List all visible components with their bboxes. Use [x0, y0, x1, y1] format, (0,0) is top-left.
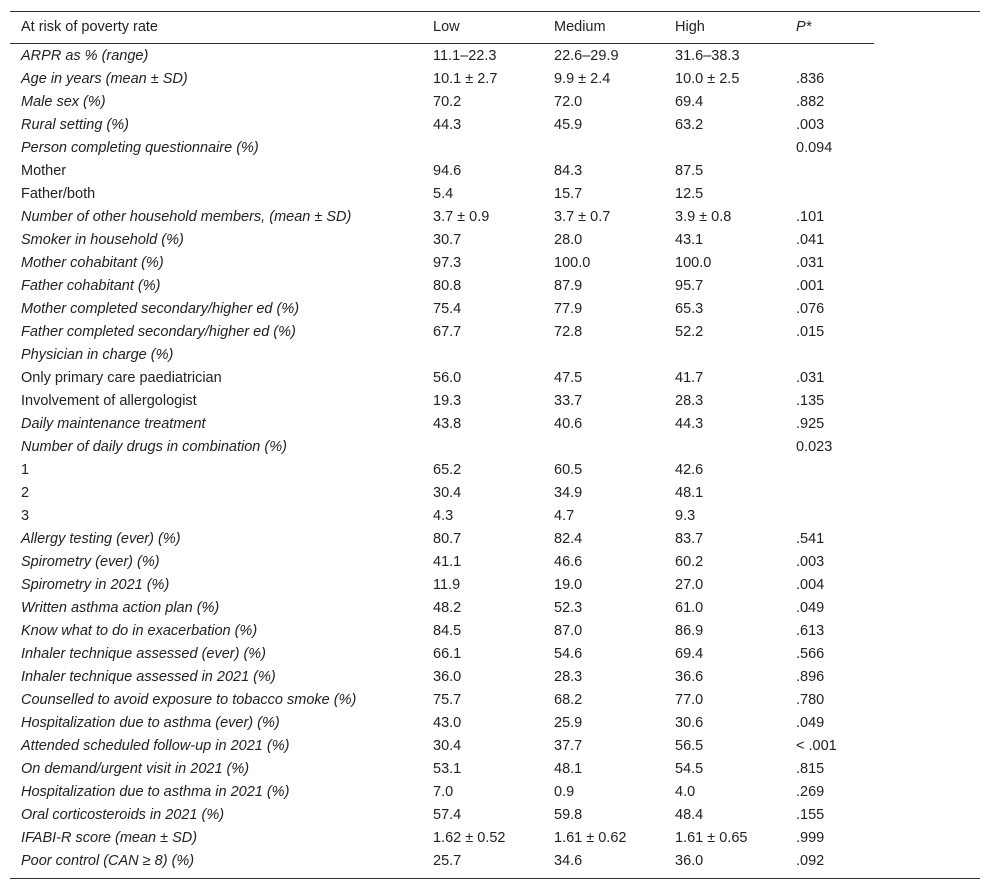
high-value: 3.9 ± 0.8 — [675, 209, 732, 225]
high-value: 60.2 — [675, 554, 704, 570]
p-value: .135 — [796, 393, 825, 409]
medium-value: 0.9 — [554, 784, 575, 800]
medium-value: 1.61 ± 0.62 — [554, 830, 627, 846]
table-row — [0, 689, 992, 712]
row-label: Number of daily drugs in combination (%) — [21, 439, 287, 455]
table-row — [0, 574, 992, 597]
high-value: 87.5 — [675, 163, 704, 179]
table-row — [0, 252, 992, 275]
table-row — [0, 137, 992, 160]
p-value: .031 — [796, 255, 825, 271]
row-label: Only primary care paediatrician — [21, 370, 222, 386]
table-row — [0, 850, 992, 873]
p-value: .092 — [796, 853, 825, 869]
medium-value: 34.9 — [554, 485, 583, 501]
medium-value: 25.9 — [554, 715, 583, 731]
row-label: Father completed secondary/higher ed (%) — [21, 324, 296, 340]
low-value: 1.62 ± 0.52 — [433, 830, 506, 846]
row-label: Mother completed secondary/higher ed (%) — [21, 301, 300, 317]
low-value: 5.4 — [433, 186, 454, 202]
high-value: 30.6 — [675, 715, 704, 731]
header-cell-p-value: P* — [796, 19, 812, 35]
low-value: 75.4 — [433, 301, 462, 317]
row-label: Smoker in household (%) — [21, 232, 184, 248]
low-value: 94.6 — [433, 163, 462, 179]
p-value: .004 — [796, 577, 825, 593]
header-cell-low: Low — [433, 19, 460, 35]
row-label: Allergy testing (ever) (%) — [21, 531, 181, 547]
high-value: 36.0 — [675, 853, 704, 869]
row-label: 2 — [21, 485, 30, 501]
row-label: Written asthma action plan (%) — [21, 600, 220, 616]
p-value: .925 — [796, 416, 825, 432]
high-value: 44.3 — [675, 416, 704, 432]
medium-value: 84.3 — [554, 163, 583, 179]
low-value: 36.0 — [433, 669, 462, 685]
medium-value: 45.9 — [554, 117, 583, 133]
table-row — [0, 344, 992, 367]
high-value: 56.5 — [675, 738, 704, 754]
low-value: 44.3 — [433, 117, 462, 133]
row-label: Hospitalization due to asthma in 2021 (%) — [21, 784, 290, 800]
high-value: 12.5 — [675, 186, 704, 202]
table-row — [0, 183, 992, 206]
medium-value: 28.0 — [554, 232, 583, 248]
p-value: 0.023 — [796, 439, 833, 455]
medium-value: 15.7 — [554, 186, 583, 202]
medium-value: 4.7 — [554, 508, 575, 524]
table-row — [0, 206, 992, 229]
low-value: 97.3 — [433, 255, 462, 271]
row-label: Male sex (%) — [21, 94, 106, 110]
medium-value: 72.0 — [554, 94, 583, 110]
p-value: .015 — [796, 324, 825, 340]
medium-value: 72.8 — [554, 324, 583, 340]
high-value: 69.4 — [675, 94, 704, 110]
medium-value: 40.6 — [554, 416, 583, 432]
low-value: 4.3 — [433, 508, 454, 524]
table-row — [0, 114, 992, 137]
row-label: On demand/urgent visit in 2021 (%) — [21, 761, 250, 777]
p-value: .780 — [796, 692, 825, 708]
high-value: 42.6 — [675, 462, 704, 478]
table-row — [0, 298, 992, 321]
table-row — [0, 597, 992, 620]
p-value: .541 — [796, 531, 825, 547]
p-value: .269 — [796, 784, 825, 800]
table-row — [0, 781, 992, 804]
p-value: .001 — [796, 278, 825, 294]
row-label: Father/both — [21, 186, 96, 202]
p-value: .049 — [796, 600, 825, 616]
high-value: 9.3 — [675, 508, 696, 524]
table-header-rule — [10, 43, 874, 44]
medium-value: 87.0 — [554, 623, 583, 639]
row-label: IFABI-R score (mean ± SD) — [21, 830, 198, 846]
high-value: 41.7 — [675, 370, 704, 386]
high-value: 10.0 ± 2.5 — [675, 71, 740, 87]
row-label: Involvement of allergologist — [21, 393, 197, 409]
high-value: 54.5 — [675, 761, 704, 777]
medium-value: 100.0 — [554, 255, 591, 271]
row-label: Father cohabitant (%) — [21, 278, 161, 294]
low-value: 30.4 — [433, 485, 462, 501]
high-value: 83.7 — [675, 531, 704, 547]
high-value: 65.3 — [675, 301, 704, 317]
medium-value: 33.7 — [554, 393, 583, 409]
high-value: 61.0 — [675, 600, 704, 616]
p-value: .836 — [796, 71, 825, 87]
row-label: Age in years (mean ± SD) — [21, 71, 188, 87]
p-value: .003 — [796, 554, 825, 570]
medium-value: 87.9 — [554, 278, 583, 294]
p-value: .003 — [796, 117, 825, 133]
p-value: .041 — [796, 232, 825, 248]
high-value: 69.4 — [675, 646, 704, 662]
p-value: .999 — [796, 830, 825, 846]
low-value: 10.1 ± 2.7 — [433, 71, 498, 87]
low-value: 53.1 — [433, 761, 462, 777]
high-value: 27.0 — [675, 577, 704, 593]
medium-value: 59.8 — [554, 807, 583, 823]
row-label: Physician in charge (%) — [21, 347, 174, 363]
medium-value: 46.6 — [554, 554, 583, 570]
medium-value: 28.3 — [554, 669, 583, 685]
low-value: 11.1–22.3 — [433, 48, 497, 64]
medium-value: 9.9 ± 2.4 — [554, 71, 611, 87]
low-value: 7.0 — [433, 784, 454, 800]
high-value: 36.6 — [675, 669, 704, 685]
low-value: 30.7 — [433, 232, 462, 248]
table-row — [0, 229, 992, 252]
row-label: Oral corticosteroids in 2021 (%) — [21, 807, 225, 823]
row-label: 3 — [21, 508, 30, 524]
low-value: 56.0 — [433, 370, 462, 386]
low-value: 43.8 — [433, 416, 462, 432]
low-value: 19.3 — [433, 393, 462, 409]
low-value: 25.7 — [433, 853, 462, 869]
p-value: < .001 — [796, 738, 837, 754]
table-row — [0, 712, 992, 735]
p-value: .613 — [796, 623, 825, 639]
row-label: Spirometry in 2021 (%) — [21, 577, 170, 593]
medium-value: 54.6 — [554, 646, 583, 662]
table-bottom-rule — [10, 878, 980, 879]
table-row — [0, 827, 992, 850]
table-row — [0, 528, 992, 551]
high-value: 63.2 — [675, 117, 704, 133]
row-label: Inhaler technique assessed in 2021 (%) — [21, 669, 276, 685]
row-label: Hospitalization due to asthma (ever) (%) — [21, 715, 280, 731]
row-label: Know what to do in exacerbation (%) — [21, 623, 258, 639]
high-value: 31.6–38.3 — [675, 48, 740, 64]
medium-value: 37.7 — [554, 738, 583, 754]
low-value: 41.1 — [433, 554, 462, 570]
low-value: 30.4 — [433, 738, 462, 754]
table-row — [0, 620, 992, 643]
row-label: Poor control (CAN ≥ 8) (%) — [21, 853, 195, 869]
table-row — [0, 804, 992, 827]
table-row — [0, 666, 992, 689]
low-value: 80.7 — [433, 531, 462, 547]
row-label: 1 — [21, 462, 30, 478]
low-value: 67.7 — [433, 324, 462, 340]
row-label: Mother cohabitant (%) — [21, 255, 164, 271]
row-label: Daily maintenance treatment — [21, 416, 206, 432]
p-value: .076 — [796, 301, 825, 317]
high-value: 48.4 — [675, 807, 704, 823]
row-label: Number of other household members, (mean ± SD) — [21, 209, 352, 225]
table-row — [0, 436, 992, 459]
low-value: 84.5 — [433, 623, 462, 639]
medium-value: 77.9 — [554, 301, 583, 317]
high-value: 52.2 — [675, 324, 704, 340]
row-label: Counselled to avoid exposure to tobacco smoke (%) — [21, 692, 357, 708]
p-value: 0.094 — [796, 140, 833, 156]
high-value: 95.7 — [675, 278, 704, 294]
table-row — [0, 505, 992, 528]
high-value: 77.0 — [675, 692, 704, 708]
table-row — [0, 91, 992, 114]
high-value: 86.9 — [675, 623, 704, 639]
medium-value: 19.0 — [554, 577, 583, 593]
p-value: .101 — [796, 209, 825, 225]
high-value: 43.1 — [675, 232, 704, 248]
table-header-row — [0, 16, 992, 39]
table-row — [0, 68, 992, 91]
table-row — [0, 160, 992, 183]
table-row — [0, 482, 992, 505]
table-row — [0, 390, 992, 413]
p-value: .031 — [796, 370, 825, 386]
row-label: Attended scheduled follow-up in 2021 (%) — [21, 738, 290, 754]
header-cell-high: High — [675, 19, 705, 35]
p-value: .155 — [796, 807, 825, 823]
p-value: .815 — [796, 761, 825, 777]
high-value: 4.0 — [675, 784, 696, 800]
high-value: 48.1 — [675, 485, 704, 501]
high-value: 28.3 — [675, 393, 704, 409]
low-value: 65.2 — [433, 462, 462, 478]
low-value: 75.7 — [433, 692, 462, 708]
table-row — [0, 551, 992, 574]
table-row — [0, 643, 992, 666]
p-value: .049 — [796, 715, 825, 731]
low-value: 3.7 ± 0.9 — [433, 209, 490, 225]
row-label: Inhaler technique assessed (ever) (%) — [21, 646, 267, 662]
table-row — [0, 45, 992, 68]
row-label: ARPR as % (range) — [21, 48, 149, 64]
header-cell-label: At risk of poverty rate — [21, 19, 158, 35]
medium-value: 52.3 — [554, 600, 583, 616]
medium-value: 60.5 — [554, 462, 583, 478]
table-top-rule — [10, 11, 980, 12]
table-row — [0, 275, 992, 298]
table-row — [0, 413, 992, 436]
medium-value: 48.1 — [554, 761, 583, 777]
medium-value: 3.7 ± 0.7 — [554, 209, 611, 225]
medium-value: 82.4 — [554, 531, 583, 547]
medium-value: 68.2 — [554, 692, 583, 708]
low-value: 57.4 — [433, 807, 462, 823]
table-row — [0, 758, 992, 781]
low-value: 70.2 — [433, 94, 462, 110]
table-row — [0, 367, 992, 390]
low-value: 66.1 — [433, 646, 462, 662]
medium-value: 47.5 — [554, 370, 583, 386]
p-value: .566 — [796, 646, 825, 662]
table-row — [0, 321, 992, 344]
row-label: Person completing questionnaire (%) — [21, 140, 259, 156]
p-value: .882 — [796, 94, 825, 110]
medium-value: 22.6–29.9 — [554, 48, 619, 64]
low-value: 43.0 — [433, 715, 462, 731]
row-label: Spirometry (ever) (%) — [21, 554, 160, 570]
row-label: Rural setting (%) — [21, 117, 129, 133]
row-label: Mother — [21, 163, 67, 179]
low-value: 11.9 — [433, 577, 461, 593]
medium-value: 34.6 — [554, 853, 583, 869]
low-value: 80.8 — [433, 278, 462, 294]
high-value: 1.61 ± 0.65 — [675, 830, 748, 846]
header-cell-medium: Medium — [554, 19, 606, 35]
table-row — [0, 735, 992, 758]
high-value: 100.0 — [675, 255, 712, 271]
table-row — [0, 459, 992, 482]
p-value: .896 — [796, 669, 825, 685]
low-value: 48.2 — [433, 600, 462, 616]
